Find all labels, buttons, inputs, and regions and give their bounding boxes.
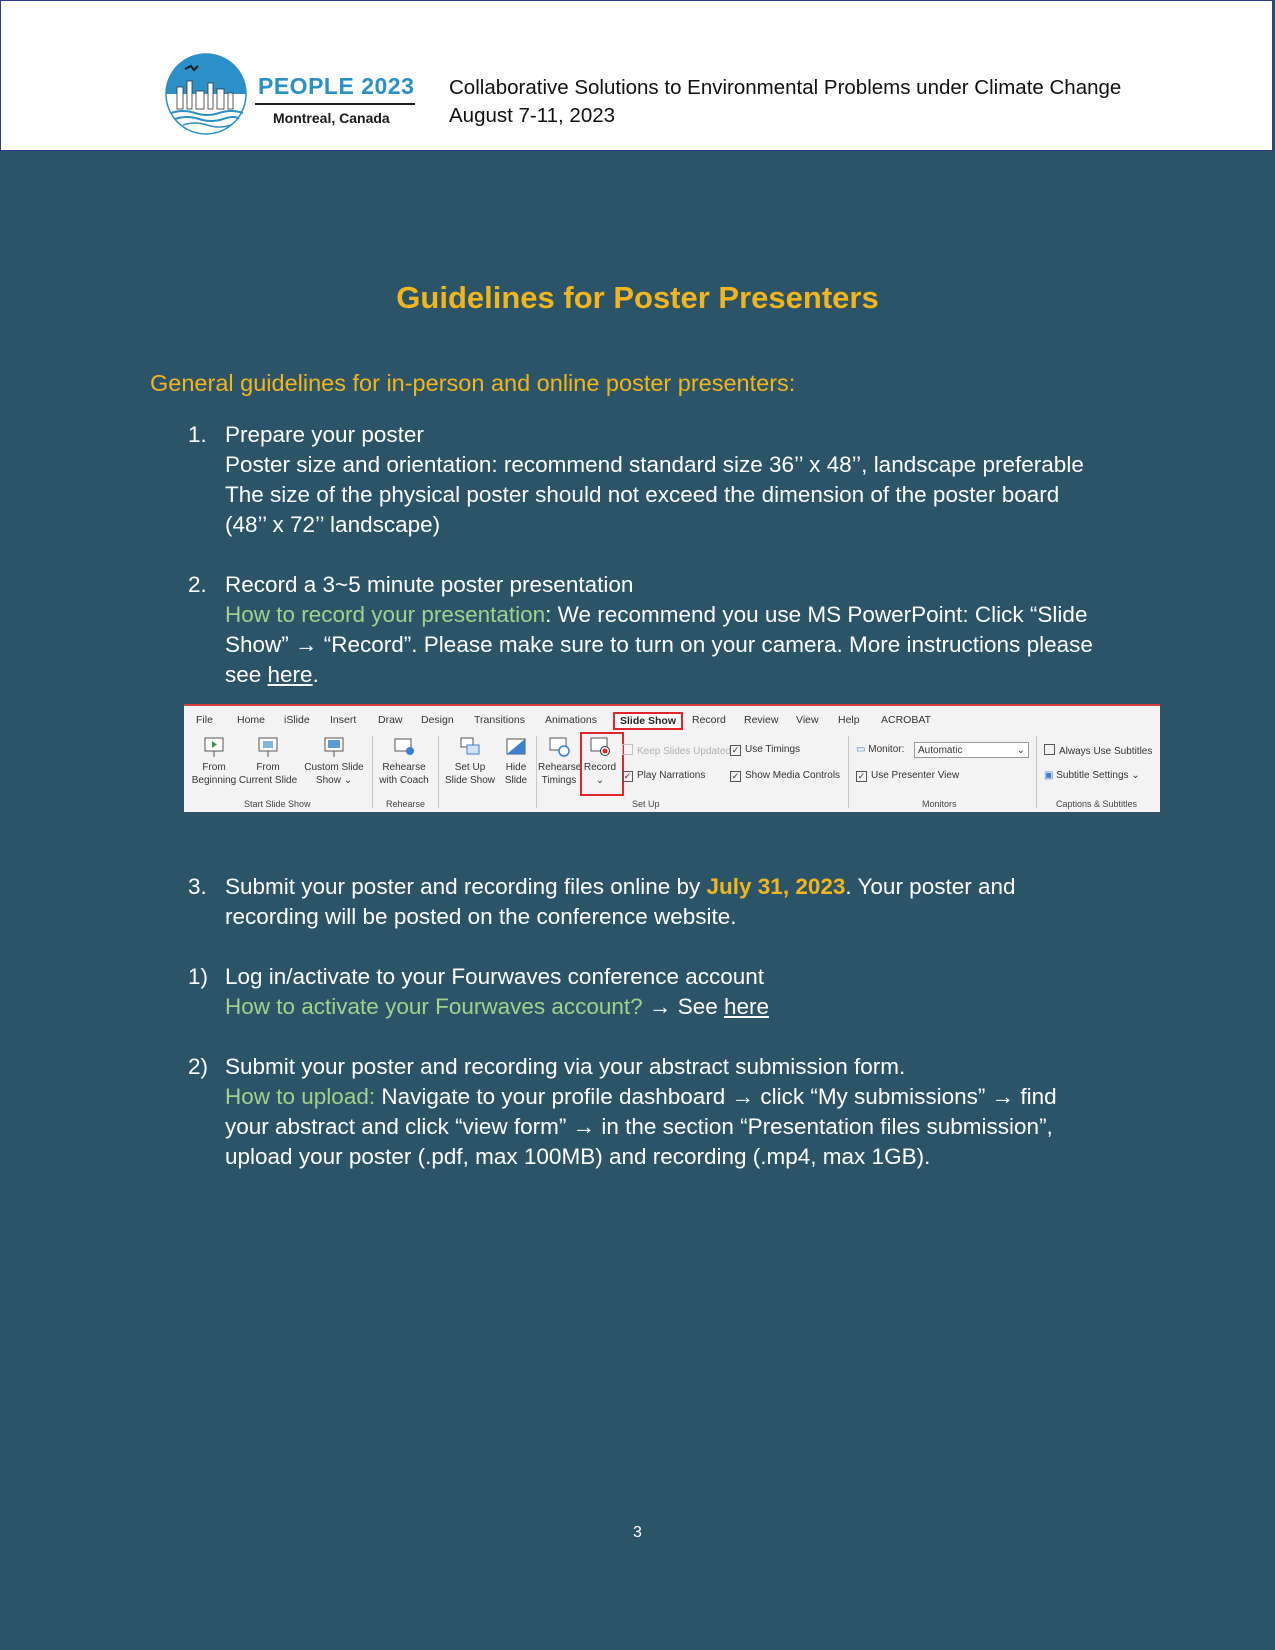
- group-divider: [372, 736, 373, 808]
- ribbon-tab: File: [196, 714, 213, 726]
- button-label: ⌄: [595, 775, 605, 786]
- button-label: Subtitle Settings ⌄: [1056, 770, 1140, 781]
- button-label: Slide: [504, 775, 528, 786]
- item-text-start: Submit your poster and recording files online by: [225, 874, 707, 899]
- checkbox-label: Always Use Subtitles: [1059, 746, 1153, 757]
- chevron-down-icon: ⌄: [1016, 745, 1025, 756]
- hide-slide-button: [498, 736, 534, 787]
- monitor-icon: ▭: [856, 744, 869, 755]
- ribbon-tab: Help: [838, 714, 860, 726]
- activation-link[interactable]: here: [724, 994, 770, 1019]
- conference-info: [449, 74, 1121, 130]
- button-label: Beginning: [191, 775, 237, 786]
- item-text: Show” → “Record”. Please make sure to turn on your camera. More instructions please: [225, 632, 1093, 657]
- ribbon-tabs: [184, 712, 1160, 730]
- setup-show-icon: [459, 736, 481, 758]
- from-current-slide-button: [238, 736, 298, 787]
- ribbon-tab: iSlide: [284, 714, 310, 726]
- monitor-label: [856, 744, 904, 755]
- item-number: 2): [188, 1054, 209, 1079]
- item-text: your abstract and click “view form” → in the section “Presentation files submission”,: [225, 1114, 1053, 1139]
- item-text: [225, 992, 1145, 1022]
- subtitle-settings-button: [1044, 770, 1140, 781]
- item-text: (48’’ x 72’’ landscape): [225, 512, 441, 537]
- button-label: Rehearse: [538, 762, 582, 773]
- ribbon-tab: Review: [744, 714, 779, 726]
- slideshow-current-icon: [257, 736, 279, 758]
- set-up-slide-show-button: [442, 736, 498, 787]
- button-label: Rehearse: [382, 762, 426, 773]
- custom-show-icon: [323, 736, 345, 758]
- item-text-rest: → See: [642, 994, 724, 1019]
- checkbox-label: Use Presenter View: [871, 770, 960, 781]
- button-label: Show ⌄: [315, 775, 353, 786]
- custom-slide-show-button: [302, 736, 366, 787]
- rehearse-coach-icon: [393, 736, 415, 758]
- checkbox-label: Use Timings: [745, 744, 801, 755]
- item-number: 3.: [188, 874, 207, 899]
- button-label: Slide Show: [444, 775, 496, 786]
- ribbon-tab: ACROBAT: [881, 714, 931, 726]
- item-heading: Prepare your poster: [225, 422, 424, 447]
- conference-dates: August 7-11, 2023: [449, 104, 616, 127]
- section-subtitle: General guidelines for in-person and online poster presenters:: [150, 370, 796, 396]
- rehearse-timings-icon: [548, 736, 570, 758]
- powerpoint-ribbon-screenshot: [184, 704, 1160, 812]
- monitor-text: Monitor:: [868, 744, 905, 755]
- rehearse-with-coach-button: [376, 736, 432, 787]
- from-beginning-button: [188, 736, 240, 787]
- ribbon-tab: Draw: [378, 714, 403, 726]
- page-header: [0, 0, 1273, 151]
- item-text: [225, 660, 1145, 690]
- item-text-rest: : We recommend you use MS PowerPoint: Click “Slide: [545, 602, 1088, 627]
- ribbon-tab: Transitions: [474, 714, 525, 726]
- checkbox-label: Show Media Controls: [745, 770, 841, 781]
- keep-slides-updated-checkbox: [622, 744, 731, 757]
- record-highlight-box: [580, 732, 624, 796]
- item-text-end: . Your poster and: [845, 874, 1016, 899]
- how-to-label: How to activate your Fourwaves account?: [225, 994, 643, 1019]
- button-label: Custom Slide: [304, 762, 364, 773]
- group-label: Start Slide Show: [244, 799, 311, 809]
- item-number: 1): [188, 964, 209, 989]
- button-label: Record: [583, 762, 617, 773]
- item-text: recording will be posted on the conference website.: [225, 904, 737, 929]
- monitor-value: Automatic: [918, 745, 963, 756]
- ribbon-tab: Insert: [330, 714, 357, 726]
- page-number: 3: [633, 1524, 642, 1541]
- conference-logo: [163, 53, 413, 135]
- item-text: The size of the physical poster should not exceed the dimension of the poster board: [225, 482, 1060, 507]
- logo-divider: [255, 103, 415, 105]
- logo-city: Montreal, Canada: [273, 110, 390, 126]
- how-to-label: How to record your presentation: [225, 602, 546, 627]
- item-text: [225, 872, 1145, 902]
- item-text: [225, 600, 1145, 630]
- button-label: From: [256, 762, 280, 773]
- ribbon-tab: Home: [237, 714, 266, 726]
- group-label: Set Up: [632, 799, 660, 809]
- ribbon-tab: Animations: [545, 714, 597, 726]
- button-label: with Coach: [379, 775, 429, 786]
- group-label: Captions & Subtitles: [1056, 799, 1138, 809]
- rehearse-timings-button: [538, 736, 580, 787]
- group-divider: [438, 736, 439, 808]
- checkbox-label: Keep Slides Updated: [637, 746, 731, 757]
- item-number: 1.: [188, 422, 207, 447]
- monitor-select: [914, 742, 1029, 758]
- item-text-rest: Navigate to your profile dashboard → click “My submissions” → find: [375, 1084, 1057, 1109]
- logo-title: PEOPLE 2023: [258, 73, 415, 99]
- use-presenter-view-checkbox: ✓ Use Presenter View: [857, 770, 960, 781]
- play-narrations-checkbox: ✓ Play Narrations: [623, 770, 706, 781]
- subtitle-icon: ▣: [1044, 770, 1057, 781]
- ribbon-tab: Record: [692, 714, 726, 726]
- item-text: Poster size and orientation: recommend standard size 36’’ x 48’’, landscape preferable: [225, 452, 1084, 477]
- ribbon-tab-active: Slide Show: [613, 712, 683, 730]
- logo-emblem-icon: [163, 53, 249, 135]
- button-label: From: [202, 762, 226, 773]
- hide-slide-icon: [505, 736, 527, 758]
- button-label: Current Slide: [238, 775, 298, 786]
- item-number: 2.: [188, 572, 207, 597]
- ribbon-tab: Design: [421, 714, 454, 726]
- always-use-subtitles-checkbox: [1044, 744, 1152, 757]
- group-label: Monitors: [922, 799, 957, 809]
- group-label: Rehearse: [386, 799, 426, 809]
- item-heading: Record a 3~5 minute poster presentation: [225, 572, 634, 597]
- item-heading: Submit your poster and recording via your abstract submission form.: [225, 1054, 906, 1079]
- item-text-end: .: [312, 662, 319, 687]
- deadline-date: July 31, 2023: [706, 874, 846, 899]
- ribbon-tab: View: [796, 714, 819, 726]
- checkbox-label: Play Narrations: [637, 770, 706, 781]
- group-divider: [536, 736, 537, 808]
- item-text: [225, 1082, 1145, 1112]
- group-divider: [1036, 736, 1037, 808]
- button-label: Timings: [541, 775, 577, 786]
- how-to-label: How to upload:: [225, 1084, 376, 1109]
- item-text-start: see: [225, 662, 268, 687]
- conference-title: Collaborative Solutions to Environmental Problems under Climate Change: [449, 76, 1122, 99]
- item-heading: Log in/activate to your Fourwaves conference account: [225, 964, 765, 989]
- item-text: upload your poster (.pdf, max 100MB) and recording (.mp4, max 1GB).: [225, 1144, 931, 1169]
- button-label: Set Up: [454, 762, 486, 773]
- button-label: Hide: [505, 762, 527, 773]
- page-title: Guidelines for Poster Presenters: [396, 280, 879, 315]
- group-divider: [848, 736, 849, 808]
- show-media-controls-checkbox: ✓ Show Media Controls: [731, 770, 841, 781]
- use-timings-checkbox: ✓ Use Timings: [731, 744, 801, 755]
- instructions-link[interactable]: here: [267, 662, 313, 687]
- slideshow-play-icon: [203, 736, 225, 758]
